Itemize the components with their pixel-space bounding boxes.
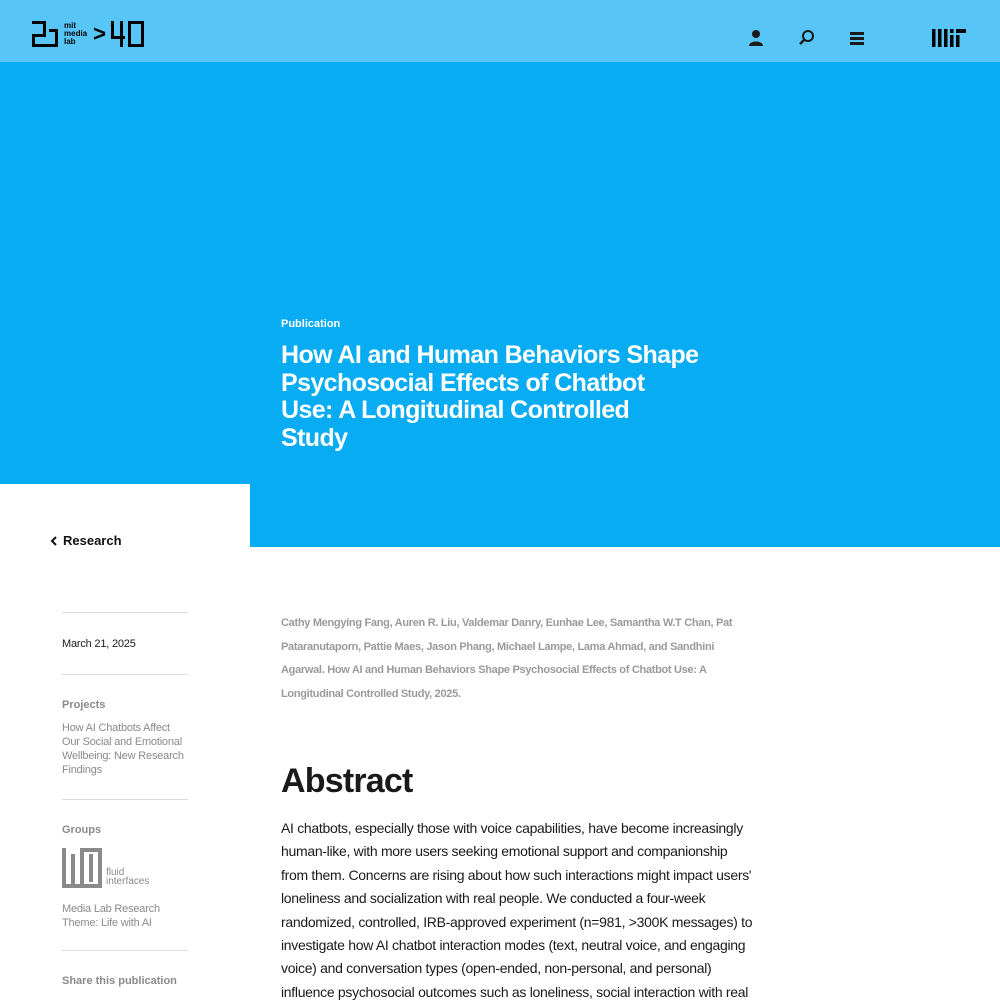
media-lab-wordmark: mit media lab [64, 21, 88, 46]
project-link[interactable]: How AI Chatbots Affect Our Social and Emotional Wellbeing: New Research Findings [62, 722, 184, 776]
fluid-interfaces-wordmark: fluid interfaces [106, 867, 150, 887]
site-header [0, 0, 1000, 62]
publication-type-label: Publication [281, 318, 341, 330]
fluid-interfaces-mark [62, 848, 102, 888]
chevron-left-icon [49, 535, 59, 547]
logo-arrow: > [93, 21, 106, 46]
search-icon[interactable] [797, 28, 817, 48]
forty-mark [110, 19, 146, 49]
groups-section [62, 824, 188, 930]
media-lab-40-mark [30, 19, 60, 49]
hero-cutout [0, 484, 250, 547]
groups-heading: Groups [62, 824, 102, 836]
projects-heading: Projects [62, 699, 106, 711]
share-heading: Share this publication [62, 975, 177, 987]
page-title: How AI and Human Behaviors Shape Psychosocial Effects of Chatbot Use: A Longitudinal Controlled Study [281, 341, 699, 452]
abstract-heading: Abstract [281, 762, 413, 800]
sidebar-divider [62, 674, 188, 675]
hero-banner [0, 62, 1000, 547]
publication-sidebar [62, 612, 188, 987]
sidebar-divider [62, 612, 188, 613]
menu-icon[interactable] [848, 28, 868, 48]
back-to-research-link[interactable] [49, 533, 122, 548]
projects-section [62, 699, 188, 777]
citation-text: Cathy Mengying Fang, Auren R. Liu, Valdemar Danry, Eunhae Lee, Samantha W.T Chan, Pat Pataranutaporn, Pattie Maes, Jason Phang, Michael Lampe, Lama Ahmad, and Sandhini Agarwal. How AI and Human Behaviors Shape Psychosocial Effects of Chatbot Use: A Longitudinal Controlled Study, 2025. [281, 617, 733, 700]
user-icon[interactable] [746, 28, 766, 48]
media-lab-logo[interactable] [30, 18, 146, 50]
publication-date: March 21, 2025 [62, 638, 136, 650]
back-link-label: Research [63, 533, 122, 548]
research-theme-link[interactable]: Media Lab Research Theme: Life with AI [62, 903, 160, 929]
abstract-text: AI chatbots, especially those with voice capabilities, have become increasingly human-like, with more users seeking emotional support and companionship from them. Concerns are rising about how such interactions might impact users' loneliness and socialization with real people. We conducted a four-week randomized, controlled, IRB-approved experiment (n=981, >300K messages) to investigate how AI chatbot interaction modes (text, neutral voice, and engaging voice) and conversation types (open-ended, non-personal, and personal) influence psychosocial outcomes such as loneliness, social interaction with real [281, 820, 753, 1000]
sidebar-divider [62, 799, 188, 800]
mit-logo[interactable] [932, 29, 966, 47]
sidebar-divider [62, 950, 188, 951]
fluid-interfaces-logo[interactable] [62, 848, 188, 888]
